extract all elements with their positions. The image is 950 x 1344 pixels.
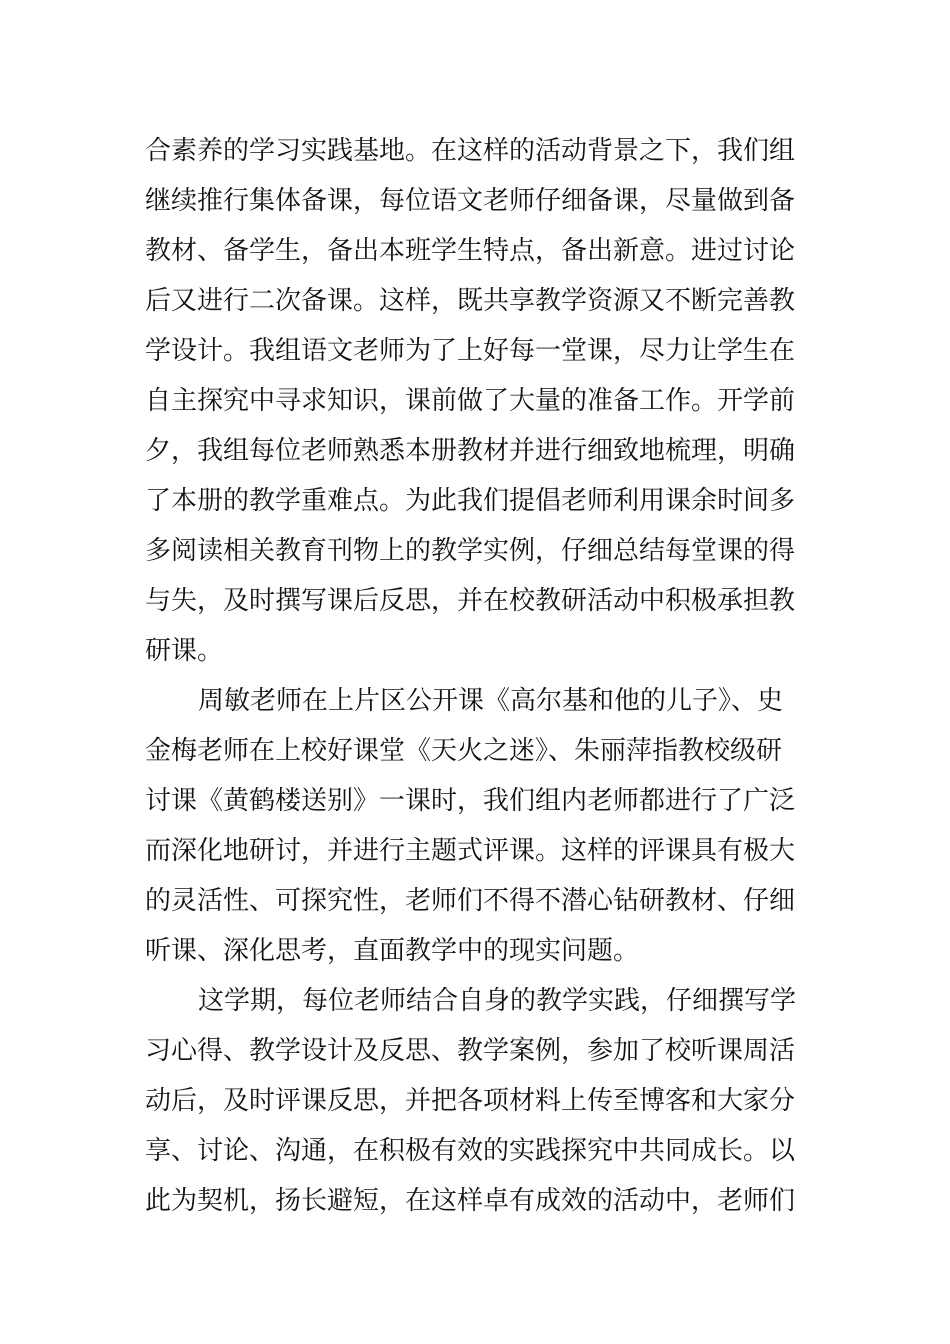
- paragraph: [145, 126, 815, 676]
- text-line: 习心得、教学设计及反思、教学案例，参加了校听课周活: [145, 1036, 796, 1066]
- text-line: 的灵活性、可探究性，老师们不得不潜心钻研教材、仔细: [145, 886, 796, 916]
- paragraph: [145, 676, 815, 976]
- text-line: 而深化地研讨，并进行主题式评课。这样的评课具有极大: [145, 836, 796, 866]
- text-line: 与失，及时撰写课后反思，并在校教研活动中积极承担教: [145, 586, 796, 616]
- text-line: 学设计。我组语文老师为了上好每一堂课，尽力让学生在: [145, 336, 796, 366]
- text-line: 此为契机，扬长避短，在这样卓有成效的活动中，老师们: [145, 1186, 796, 1216]
- text-line: 动后，及时评课反思，并把各项材料上传至博客和大家分: [145, 1086, 796, 1116]
- text-line: 享、讨论、沟通，在积极有效的实践探究中共同成长。以: [145, 1136, 796, 1166]
- text-line: 多阅读相关教育刊物上的教学实例，仔细总结每堂课的得: [145, 536, 796, 566]
- paragraph: [145, 976, 815, 1226]
- text-line: 教材、备学生，备出本班学生特点，备出新意。进过讨论: [145, 236, 796, 266]
- text-line: 金梅老师在上校好课堂《天火之迷》、朱丽萍指教校级研: [145, 736, 783, 766]
- text-line: 听课、深化思考，直面教学中的现实问题。: [145, 936, 640, 966]
- document-body: [145, 126, 815, 1226]
- text-line: 自主探究中寻求知识，课前做了大量的准备工作。开学前: [145, 386, 796, 416]
- text-line: 这学期，每位老师结合自身的教学实践，仔细撰写学: [198, 986, 797, 1016]
- text-line: 继续推行集体备课，每位语文老师仔细备课，尽量做到备: [145, 186, 796, 216]
- text-line: 后又进行二次备课。这样，既共享教学资源又不断完善教: [145, 286, 796, 316]
- text-line: 合素养的学习实践基地。在这样的活动背景之下，我们组: [145, 136, 796, 166]
- text-line: 了本册的教学重难点。为此我们提倡老师利用课余时间多: [145, 486, 796, 516]
- text-line: 周敏老师在上片区公开课《高尔基和他的儿子》、史: [198, 686, 784, 716]
- text-line: 研课。: [145, 636, 224, 666]
- text-line: 夕，我组每位老师熟悉本册教材并进行细致地梳理，明确: [145, 436, 796, 466]
- text-line: 讨课《黄鹤楼送别》一课时，我们组内老师都进行了广泛: [145, 786, 796, 816]
